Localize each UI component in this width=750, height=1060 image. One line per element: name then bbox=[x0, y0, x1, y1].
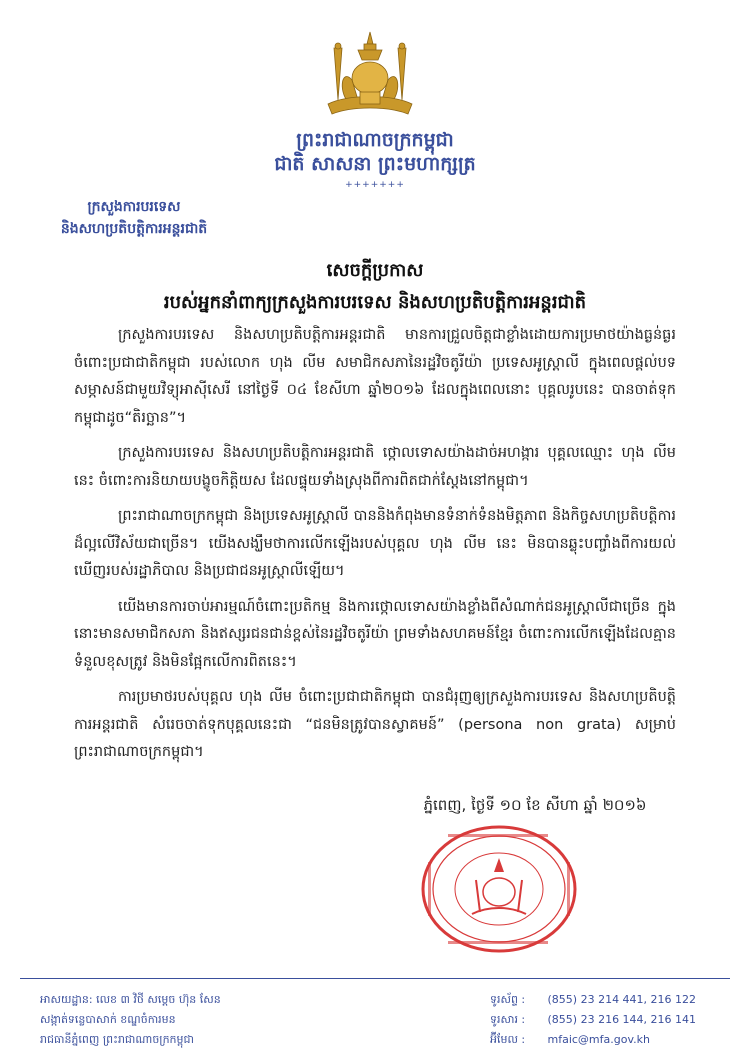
national-motto: ជាតិ សាសនា ព្រះមហាក្សត្រ bbox=[274, 153, 476, 175]
kingdom-name: ព្រះរាជាណាចក្រកម្ពុជា bbox=[296, 129, 454, 151]
address-line-1: អាសយដ្ឋាន: លេខ ៣ វិថី សម្តេច ហ៊ុន សែន bbox=[40, 993, 221, 1006]
fax-value: (855) 23 216 144, 216 141 bbox=[547, 1013, 697, 1026]
footer-contact bbox=[490, 990, 750, 1050]
email-row bbox=[490, 1030, 750, 1050]
paragraph-2: ក្រសួងការបរទេស និងសហប្រតិបត្តិការអន្តរជាតិ ថ្កោលទោសយ៉ាងដាច់អហង្ការ បុគ្គលឈ្មោះ ហុង លីម នេះ ចំពោះការនិយាយបង្ខូចកិត្តិយស ដែលផ្ទុយទាំងស្រុងពីការពិតជាក់ស្តែងនៅកម្ពុជា។ bbox=[74, 445, 676, 489]
email-value[interactable]: mfaic@mfa.gov.kh bbox=[547, 1033, 650, 1046]
official-seal-icon bbox=[418, 822, 580, 956]
address-line-3: រាជធានីភ្នំពេញ ព្រះរាជាណាចក្រកម្ពុជា bbox=[40, 1033, 194, 1046]
paragraph-4: យើងមានការចាប់អារម្មណ៍ចំពោះប្រតិកម្ម និងការថ្កោលទោសយ៉ាងខ្លាំងពីសំណាក់ជនអូស្ត្រាលីជាច្រើន ក្នុងនោះមានសមាជិកសភា និងឥស្សរជនជាន់ខ្ពស់នៃរដ្ឋវិចតូរីយ៉ា ព្រមទាំងសហគមន៍ខ្មែរ ចំពោះការលើកឡើងដែលគ្មានទំនួលខុសត្រូវ និងមិនផ្អែកលើការពិតនេះ។ bbox=[74, 598, 676, 670]
document-subtitle: របស់អ្នកនាំពាក្យក្រសួងការបរទេស និងសហប្រតិបត្តិការអន្តរជាតិ bbox=[163, 292, 587, 313]
address-line-2: សង្កាត់ទន្លេបាសាក់ ខណ្ឌចំការមន bbox=[40, 1013, 176, 1026]
statement-body bbox=[74, 322, 676, 775]
date-line: ភ្នំពេញ, ថ្ងៃទី ១០ ខែ សីហា ឆ្នាំ ២០១៦ bbox=[423, 796, 647, 814]
fax-label: ទូរសារ : bbox=[490, 1013, 526, 1026]
phone-row bbox=[490, 990, 750, 1010]
phone-label: ទូរស័ព្ទ : bbox=[490, 993, 526, 1006]
royal-emblem-icon bbox=[318, 30, 422, 122]
divider-ornament: +++++++ bbox=[345, 180, 405, 190]
footer-address bbox=[40, 990, 370, 1050]
ministry-line-1: ក្រសួងការបរទេស bbox=[87, 199, 181, 215]
phone-value: (855) 23 214 441, 216 122 bbox=[547, 993, 697, 1006]
paragraph-5: ការប្រមាថរបស់បុគ្គល ហុង លីម ចំពោះប្រជាជាតិកម្ពុជា បានជំរុញឲ្យក្រសួងការបរទេស និងសហប្រតិបត្តិការអន្តរជាតិ សំរេចចាត់ទុកបុគ្គលនេះជា “ជនមិនត្រូវបានស្វាគមន៍” (persona non grata) សម្រាប់ព្រះរាជាណាចក្រកម្ពុជា។ bbox=[74, 689, 676, 760]
paragraph-1: ក្រសួងការបរទេស និងសហប្រតិបត្តិការអន្តរជាតិ មានការជ្រួលចិត្តជាខ្លាំងដោយការប្រមាថយ៉ាងធ្ងន់ធ្ងរចំពោះប្រជាជាតិកម្ពុជា របស់លោក ហុង លីម សមាជិកសភានៃរដ្ឋវិចតូរីយ៉ា ប្រទេសអូស្ត្រាលី ក្នុងពេលផ្តល់បទសម្ភាសន៍ជាមួយវិទ្យុអាស៊ីសេរី នៅថ្ងៃទី ០៤ ខែសីហា ឆ្នាំ២០១៦ ដែលក្នុងពេលនោះ បុគ្គលរូបនេះ បានចាត់ទុកកម្ពុជាដូច“តិរច្ឆាន”។ bbox=[74, 327, 676, 426]
paragraph-3: ព្រះរាជាណាចក្រកម្ពុជា និងប្រទេសអូស្ត្រាលី បាននិងកំពុងមានទំនាក់ទំនងមិត្តភាព និងកិច្ចសហប្រតិបត្តិការដ៏ល្អលើវិស័យជាច្រើន។ យើងសង្ឃឹមថាការលើកឡើងរបស់បុគ្គល ហុង លីម នេះ មិនបានឆ្លុះបញ្ចាំងពីការយល់ឃើញរបស់រដ្ឋាភិបាល និងប្រជាជនអូស្ត្រាលីឡើយ។ bbox=[74, 508, 676, 579]
document-title: សេចក្តីប្រកាស bbox=[326, 260, 424, 281]
footer-divider bbox=[20, 978, 730, 979]
email-label: អ៊ីមែល : bbox=[490, 1033, 526, 1046]
fax-row bbox=[490, 1010, 750, 1030]
ministry-line-2: និងសហប្រតិបត្តិការអន្តរជាតិ bbox=[60, 221, 208, 237]
ministry-name bbox=[24, 196, 244, 240]
